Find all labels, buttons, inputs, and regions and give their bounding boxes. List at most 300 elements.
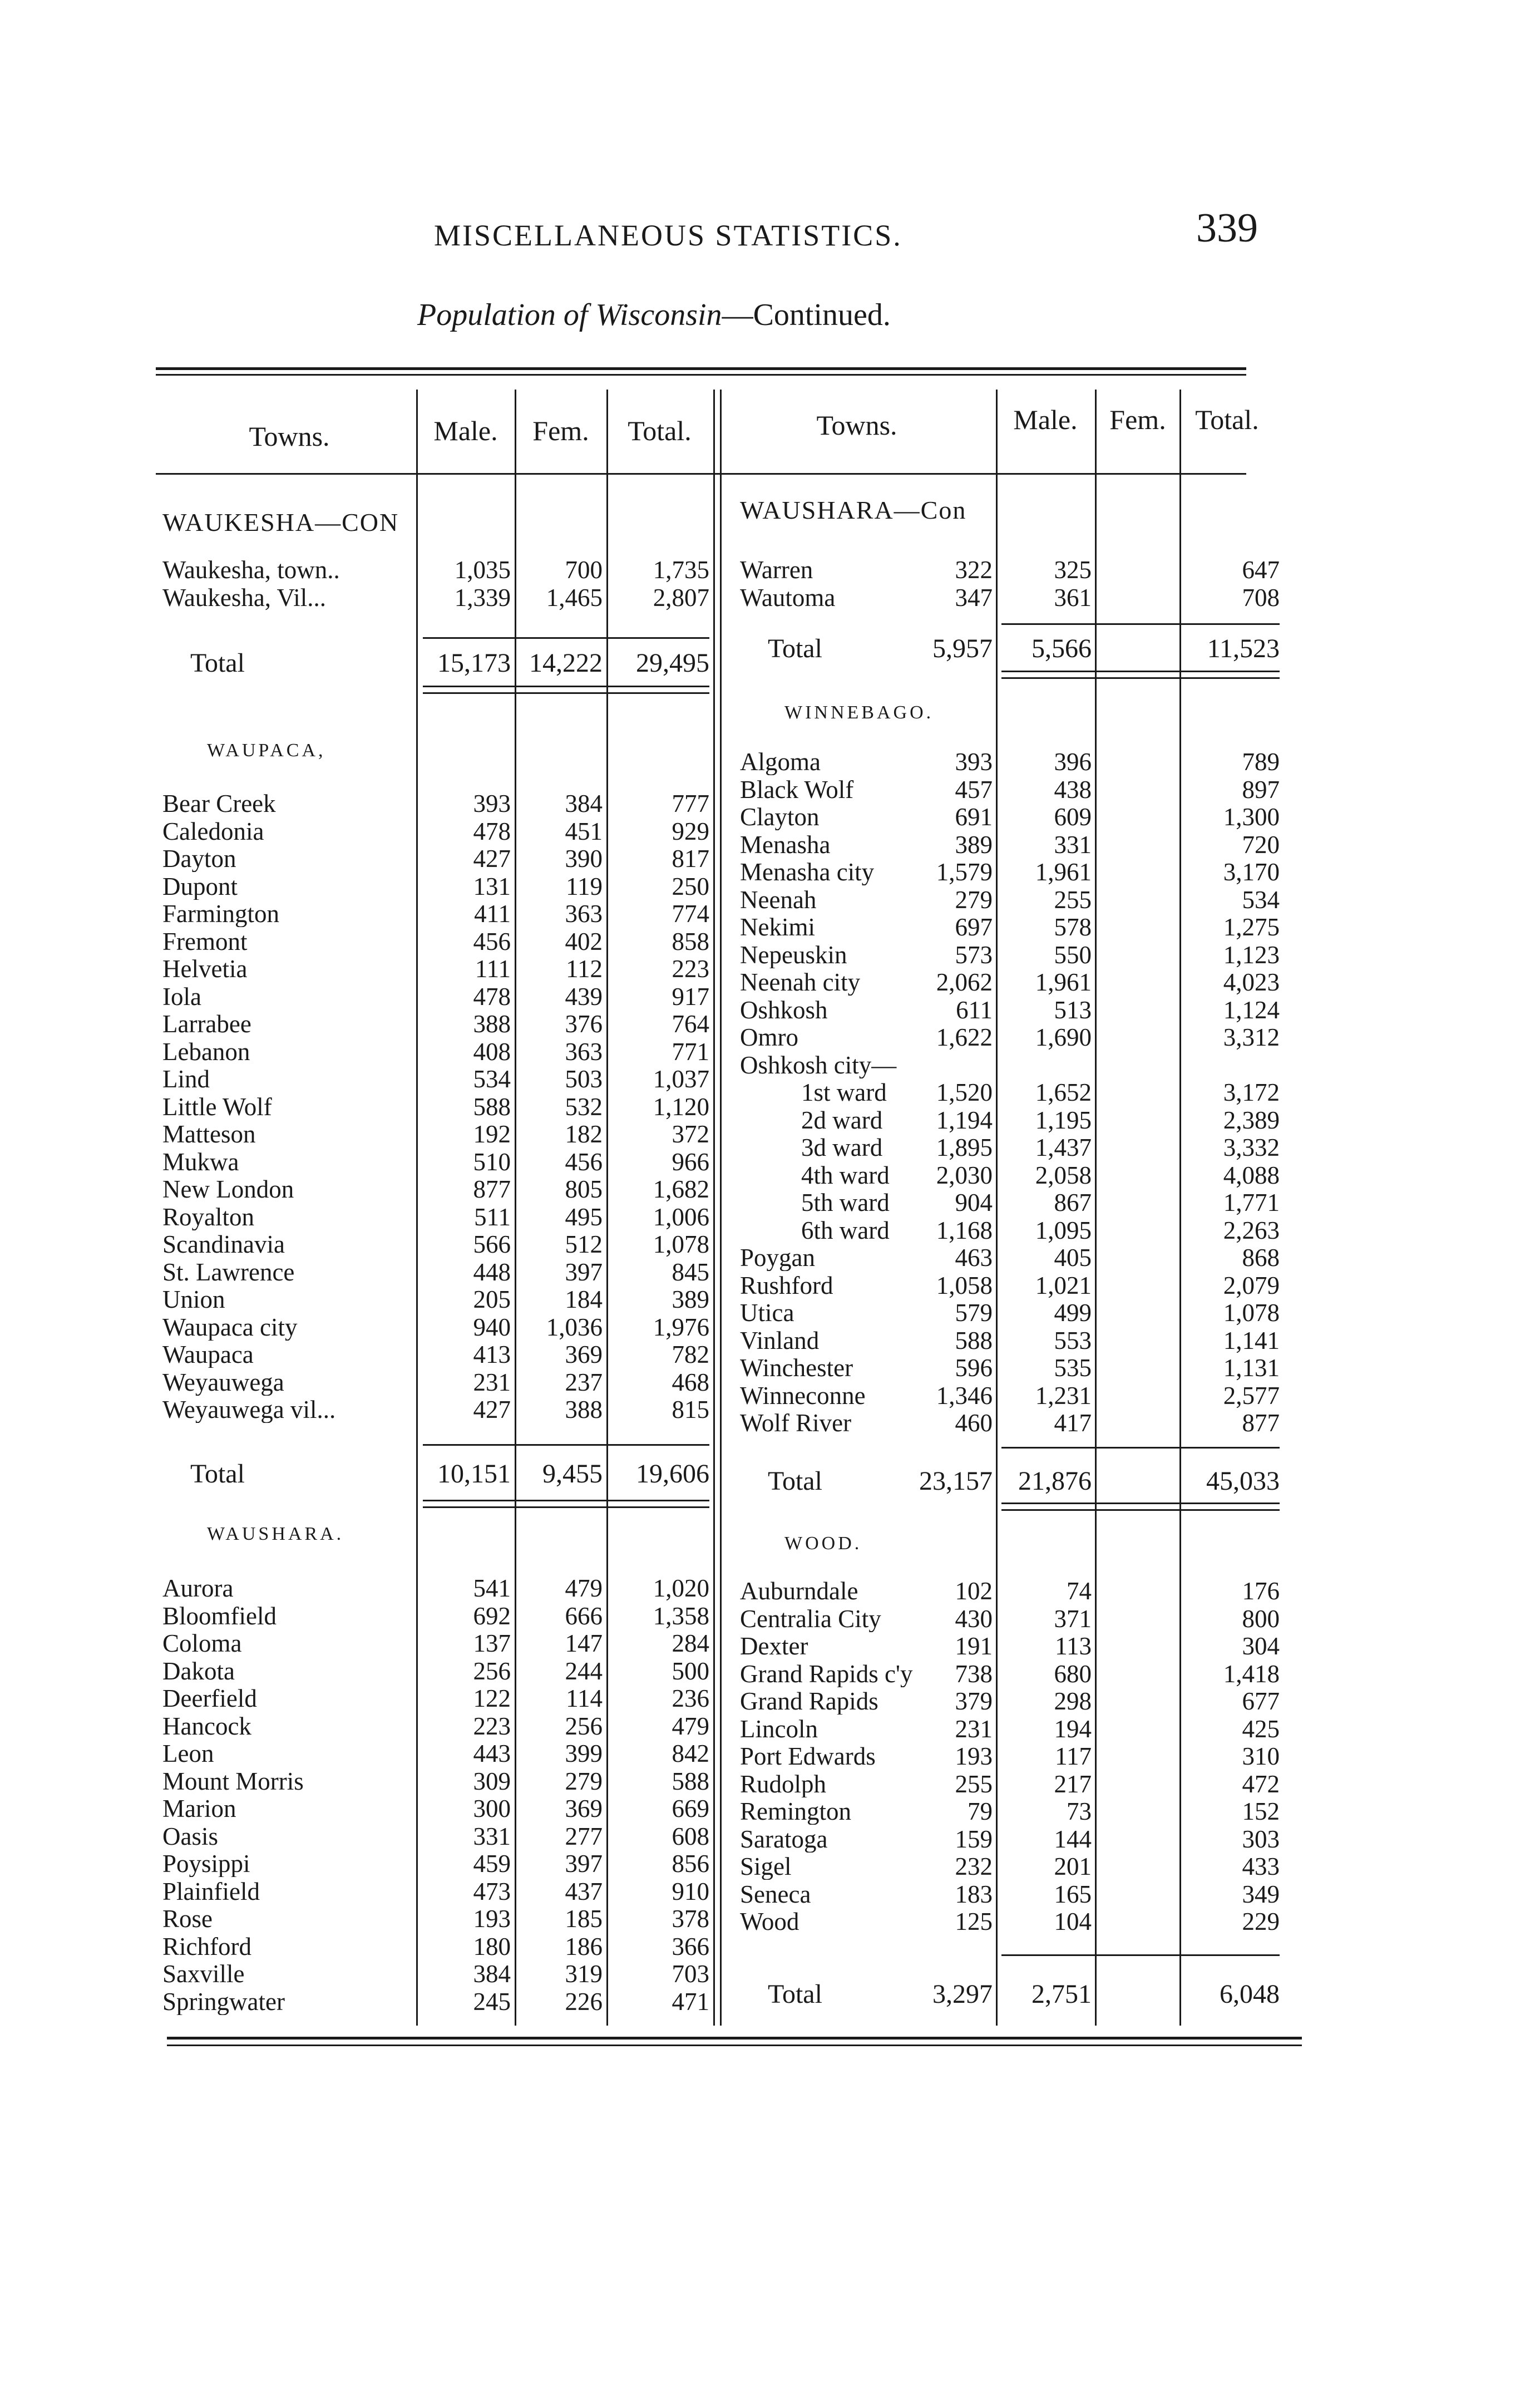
total-count: 19,606	[636, 1459, 709, 1489]
town-name: Rose	[162, 1905, 213, 1932]
female-count: 371	[1054, 1604, 1092, 1633]
male-count: 511	[474, 1203, 511, 1231]
male-count: 478	[473, 817, 511, 845]
male-count: 180	[473, 1932, 511, 1960]
total-count: 3,172	[1223, 1078, 1280, 1106]
male-count: 1,339	[454, 583, 511, 612]
total-count: 425	[1242, 1715, 1280, 1743]
table-row	[0, 1162, 1540, 1189]
total-count: 817	[672, 845, 709, 873]
male-count: 1,035	[454, 556, 511, 584]
town-name: Scandinavia	[162, 1231, 285, 1258]
total-count: 366	[672, 1932, 709, 1960]
town-name: Matteson	[162, 1121, 256, 1147]
total-label: Total	[768, 1468, 822, 1495]
male-count: 411	[474, 900, 511, 928]
male-count: 443	[473, 1740, 511, 1767]
female-count: 201	[1054, 1853, 1092, 1880]
male-count: 15,173	[437, 648, 511, 678]
town-name: Rushford	[740, 1272, 833, 1299]
female-count: 237	[565, 1368, 603, 1396]
town-name: Wautoma	[740, 584, 836, 611]
total-count: 774	[672, 900, 709, 928]
table-row	[0, 914, 1540, 940]
total-count: 677	[1242, 1687, 1280, 1715]
total-count: 3,170	[1223, 858, 1280, 886]
total-count: 479	[672, 1712, 709, 1740]
col-header-towns-right: Towns.	[816, 410, 897, 441]
total-count: 236	[672, 1684, 709, 1712]
total-count: 223	[672, 955, 709, 983]
county-heading: WAUSHARA—Con	[740, 496, 967, 524]
town-name: Waupaca	[162, 1341, 254, 1368]
town-name: Waukesha, Vil...	[162, 584, 327, 611]
female-count: 1,652	[1035, 1078, 1092, 1106]
header-rule	[156, 473, 1246, 475]
male-count: 596	[955, 1354, 993, 1382]
col-header-towns-left: Towns.	[249, 421, 330, 452]
male-count: 1,520	[936, 1078, 993, 1106]
male-count: 231	[473, 1368, 511, 1396]
town-name: Fremont	[162, 928, 248, 955]
table-row	[0, 1771, 1540, 1797]
town-name: Larrabee	[162, 1011, 251, 1037]
total-count: 1,078	[653, 1230, 709, 1258]
total-count: 708	[1242, 583, 1280, 612]
total-count: 782	[672, 1341, 709, 1368]
town-name: Dupont	[162, 873, 238, 900]
female-count: 451	[565, 817, 603, 845]
total-count: 929	[672, 817, 709, 845]
col-header-male-left: Male.	[433, 415, 498, 446]
male-count: 388	[473, 1010, 511, 1038]
total-count: 6,048	[1220, 1979, 1280, 2009]
town-name: Winchester	[740, 1354, 853, 1381]
col-header-total-right: Total.	[1195, 404, 1259, 435]
total-count: 1,976	[653, 1313, 709, 1341]
table-row	[0, 776, 1540, 803]
female-count: 1,036	[546, 1313, 603, 1341]
table-row	[0, 1217, 1540, 1244]
male-count: 413	[473, 1341, 511, 1368]
female-count: 805	[565, 1175, 603, 1203]
female-count: 147	[565, 1629, 603, 1657]
male-count: 111	[475, 955, 511, 983]
table-row	[0, 1134, 1540, 1161]
male-count: 10,151	[437, 1459, 511, 1489]
male-count: 1,346	[936, 1381, 993, 1410]
total-count: 284	[672, 1629, 709, 1657]
town-name: Winneconne	[740, 1382, 866, 1409]
male-count: 255	[955, 1770, 993, 1798]
table-row	[0, 1633, 1540, 1659]
town-name: Nepeuskin	[740, 941, 847, 968]
total-count: 4,023	[1223, 968, 1280, 996]
total-count: 868	[1242, 1244, 1280, 1272]
table-row	[0, 886, 1540, 913]
sum-rule	[1001, 1954, 1280, 1956]
col-header-fem-left: Fem.	[532, 415, 589, 446]
table-row	[0, 1853, 1540, 1880]
male-count: 205	[473, 1285, 511, 1313]
male-count: 232	[955, 1853, 993, 1880]
total-count: 669	[672, 1795, 709, 1822]
male-count: 1,622	[936, 1023, 993, 1051]
female-count: 867	[1054, 1189, 1092, 1216]
female-count: 503	[565, 1065, 603, 1093]
female-count: 512	[565, 1230, 603, 1258]
town-name: Dakota	[162, 1657, 235, 1684]
male-count: 245	[473, 1987, 511, 2016]
sum-rule	[1001, 1502, 1280, 1504]
male-count: 588	[473, 1092, 511, 1121]
total-row	[0, 1468, 1540, 1495]
top-rule-2	[156, 374, 1246, 376]
female-count: 244	[565, 1657, 603, 1685]
female-count: 144	[1054, 1825, 1092, 1853]
col-header-total-left: Total.	[628, 415, 692, 446]
town-name: Richford	[162, 1933, 251, 1960]
total-count: 471	[672, 1987, 709, 2016]
total-count: 1,123	[1223, 940, 1280, 969]
female-count: 119	[566, 872, 603, 900]
total-count: 856	[672, 1850, 709, 1878]
table-row	[0, 1107, 1540, 1134]
town-name: Wood	[740, 1908, 799, 1935]
female-count: 1,437	[1035, 1134, 1092, 1161]
male-count: 877	[473, 1175, 511, 1203]
male-count: 456	[473, 927, 511, 955]
male-count: 460	[955, 1409, 993, 1437]
female-count: 390	[565, 845, 603, 873]
female-count: 369	[565, 1341, 603, 1368]
table-row	[0, 1052, 1540, 1078]
total-count: 250	[672, 872, 709, 900]
town-name: Poygan	[740, 1244, 815, 1271]
bottom-rule-1	[167, 2037, 1302, 2040]
female-count: 182	[565, 1120, 603, 1148]
total-count: 720	[1242, 830, 1280, 859]
female-count: 113	[1055, 1632, 1092, 1660]
male-count: 393	[955, 748, 993, 776]
male-count: 566	[473, 1230, 511, 1258]
town-name: Waukesha, town..	[162, 556, 340, 583]
total-count: 897	[1242, 775, 1280, 804]
male-count: 256	[473, 1657, 511, 1685]
female-count: 2,058	[1035, 1161, 1092, 1189]
sum-rule	[1001, 623, 1280, 625]
town-name: Menasha	[740, 831, 831, 858]
town-name: Algoma	[740, 748, 821, 775]
table-row	[0, 1382, 1540, 1409]
female-count: 21,876	[1018, 1466, 1092, 1496]
town-name: 6th ward	[801, 1216, 890, 1244]
total-count: 789	[1242, 748, 1280, 776]
table-row	[0, 1578, 1540, 1604]
total-count: 472	[1242, 1770, 1280, 1798]
male-count: 193	[473, 1905, 511, 1933]
total-label: Total	[190, 1461, 245, 1487]
female-count: 513	[1054, 996, 1092, 1024]
town-name: Springwater	[162, 1988, 285, 2015]
table-row	[0, 1908, 1540, 1935]
total-count: 845	[672, 1258, 709, 1286]
table-row	[0, 1661, 1540, 1687]
town-name: Black Wolf	[740, 776, 854, 803]
female-count: 277	[565, 1822, 603, 1850]
table-row	[0, 1602, 1540, 1633]
sum-rule	[423, 692, 709, 694]
town-name: Grand Rapids	[740, 1688, 878, 1715]
total-count: 703	[672, 1960, 709, 1988]
col-header-male-right: Male.	[1013, 404, 1078, 435]
sum-rule	[423, 1500, 709, 1501]
total-count: 877	[1242, 1409, 1280, 1437]
town-name: 1st ward	[801, 1079, 887, 1106]
female-count: 5,566	[1031, 634, 1092, 663]
female-count: 499	[1054, 1299, 1092, 1327]
town-name: Omro	[740, 1024, 798, 1051]
table-row	[0, 1410, 1540, 1436]
table-row	[0, 1244, 1540, 1271]
female-count: 104	[1054, 1908, 1092, 1935]
county-heading: WAUSHARA.	[207, 1524, 344, 1544]
total-count: 2,389	[1223, 1106, 1280, 1134]
male-count: 379	[955, 1687, 993, 1715]
total-count: 842	[672, 1740, 709, 1767]
total-count: 1,300	[1223, 803, 1280, 831]
total-count: 349	[1242, 1880, 1280, 1908]
caption-italic: Population of Wisconsin	[417, 298, 722, 332]
male-count: 611	[956, 996, 993, 1024]
town-name: Caledonia	[162, 817, 264, 845]
table-row	[0, 1189, 1540, 1216]
male-count: 463	[955, 1244, 993, 1272]
town-name: Plainfield	[162, 1878, 260, 1905]
town-name: 3d ward	[801, 1134, 883, 1161]
female-count: 1,961	[1035, 858, 1092, 886]
table-row	[0, 1354, 1540, 1381]
town-name: Mukwa	[162, 1148, 239, 1175]
male-count: 2,030	[936, 1161, 993, 1189]
table-row	[0, 969, 1540, 996]
table-row	[0, 1798, 1540, 1825]
male-count: 430	[955, 1604, 993, 1633]
table-row	[0, 804, 1540, 830]
male-count: 5,957	[932, 634, 993, 663]
total-count: 1,358	[653, 1602, 709, 1630]
total-count: 771	[672, 1037, 709, 1066]
female-count: 578	[1054, 913, 1092, 941]
female-count: 396	[1054, 748, 1092, 776]
female-count: 439	[565, 982, 603, 1011]
table-row	[0, 831, 1540, 858]
male-count: 122	[473, 1684, 511, 1712]
town-name: Remington	[740, 1798, 851, 1825]
town-name: Lebanon	[162, 1038, 250, 1065]
total-count: 1,141	[1223, 1326, 1280, 1354]
male-count: 193	[955, 1742, 993, 1770]
total-count: 45,033	[1206, 1466, 1280, 1496]
female-count: 438	[1054, 775, 1092, 804]
female-count: 73	[1067, 1797, 1092, 1825]
male-count: 137	[473, 1629, 511, 1657]
female-count: 74	[1067, 1577, 1092, 1605]
female-count: 1,465	[546, 583, 603, 612]
total-count: 858	[672, 927, 709, 955]
female-count: 397	[565, 1258, 603, 1286]
male-count: 192	[473, 1120, 511, 1148]
female-count: 479	[565, 1574, 603, 1602]
female-count: 1,231	[1035, 1381, 1092, 1410]
town-name: Oshkosh	[740, 996, 828, 1023]
table-row	[0, 1079, 1540, 1106]
female-count: 700	[565, 556, 603, 584]
female-count: 495	[565, 1203, 603, 1231]
town-name: Menasha city	[740, 859, 875, 885]
female-count: 1,961	[1035, 968, 1092, 996]
male-count: 102	[955, 1577, 993, 1605]
town-name: Weyauwega	[162, 1368, 284, 1396]
town-name: Poysippi	[162, 1850, 250, 1877]
female-count: 14,222	[529, 648, 603, 678]
total-count: 4,088	[1223, 1161, 1280, 1189]
total-count: 500	[672, 1657, 709, 1685]
female-count: 1,021	[1035, 1271, 1092, 1299]
table-row	[0, 748, 1540, 775]
town-name: Rudolph	[740, 1770, 827, 1797]
total-count: 2,807	[653, 583, 709, 612]
female-count: 388	[565, 1396, 603, 1423]
female-count: 399	[565, 1740, 603, 1767]
running-title: MISCELLANEOUS STATISTICS.	[434, 219, 902, 252]
town-name: Waupaca city	[162, 1313, 298, 1341]
male-count: 1,168	[936, 1216, 993, 1244]
female-count: 319	[565, 1960, 603, 1988]
table-row	[0, 1024, 1540, 1051]
female-count: 361	[1054, 583, 1092, 612]
female-count: 114	[566, 1684, 603, 1712]
town-name: Aurora	[162, 1575, 234, 1602]
male-count: 125	[955, 1908, 993, 1935]
female-count: 456	[565, 1147, 603, 1176]
town-name: Deerfield	[162, 1685, 257, 1712]
male-count: 131	[473, 872, 511, 900]
total-count: 1,124	[1223, 996, 1280, 1024]
female-count: 1,195	[1035, 1106, 1092, 1134]
table-row	[0, 1299, 1540, 1326]
female-count: 369	[565, 1795, 603, 1822]
town-name: Saratoga	[740, 1825, 828, 1853]
male-count: 79	[968, 1797, 993, 1825]
town-name: Little Wolf	[162, 1093, 272, 1120]
town-name: Royalton	[162, 1203, 254, 1230]
table-row	[0, 1881, 1540, 1908]
total-count: 176	[1242, 1577, 1280, 1605]
total-row	[0, 636, 1540, 662]
male-count: 738	[955, 1659, 993, 1688]
female-count: 331	[1054, 830, 1092, 859]
male-count: 389	[955, 830, 993, 859]
table-row	[0, 556, 1540, 583]
total-count: 2,079	[1223, 1271, 1280, 1299]
male-count: 541	[473, 1574, 511, 1602]
town-name: Port Edwards	[740, 1743, 876, 1770]
male-count: 231	[955, 1715, 993, 1743]
town-name: Helvetia	[162, 955, 248, 982]
total-count: 1,037	[653, 1065, 709, 1093]
county-heading: WAUKESHA—CON	[162, 508, 399, 536]
total-count: 310	[1242, 1742, 1280, 1770]
total-count: 378	[672, 1905, 709, 1933]
total-count: 389	[672, 1285, 709, 1313]
total-count: 1,131	[1223, 1354, 1280, 1382]
male-count: 427	[473, 1396, 511, 1423]
female-count: 402	[565, 927, 603, 955]
female-count: 609	[1054, 803, 1092, 831]
caption-rest: —Continued.	[722, 298, 891, 332]
town-name: Neenah city	[740, 969, 861, 996]
female-count: 1,690	[1035, 1023, 1092, 1051]
female-count: 532	[565, 1092, 603, 1121]
female-count: 117	[1055, 1742, 1092, 1770]
town-name: Farmington	[162, 900, 279, 927]
town-name: St. Lawrence	[162, 1258, 295, 1285]
female-count: 550	[1054, 940, 1092, 969]
female-count: 666	[565, 1602, 603, 1630]
col-header-fem-right: Fem.	[1109, 404, 1166, 435]
total-label: Total	[768, 636, 822, 662]
total-count: 468	[672, 1368, 709, 1396]
male-count: 459	[473, 1850, 511, 1878]
town-name: Lind	[162, 1066, 210, 1092]
male-count: 309	[473, 1767, 511, 1795]
town-name: 4th ward	[801, 1161, 890, 1189]
town-name: Dexter	[740, 1633, 808, 1659]
total-count: 3,332	[1223, 1134, 1280, 1161]
town-name: New London	[162, 1176, 294, 1203]
town-name: Oasis	[162, 1822, 218, 1850]
table-row	[0, 1826, 1540, 1853]
female-count: 325	[1054, 556, 1092, 584]
total-count: 1,078	[1223, 1299, 1280, 1327]
female-count: 363	[565, 900, 603, 928]
town-name: Bear Creek	[162, 790, 276, 817]
total-count: 608	[672, 1822, 709, 1850]
sum-rule	[1001, 671, 1280, 672]
male-count: 691	[955, 803, 993, 831]
county-heading: WOOD.	[784, 1533, 862, 1554]
total-count: 1,120	[653, 1092, 709, 1121]
male-count: 473	[473, 1877, 511, 1905]
bottom-rule-2	[167, 2045, 1302, 2046]
total-count: 2,577	[1223, 1381, 1280, 1410]
male-count: 1,194	[936, 1106, 993, 1134]
sum-rule	[423, 1444, 709, 1446]
town-name: Centralia City	[740, 1605, 881, 1632]
top-rule-1	[156, 367, 1246, 370]
male-count: 331	[473, 1822, 511, 1850]
female-count: 9,455	[542, 1459, 603, 1489]
town-name: Utica	[740, 1299, 794, 1326]
male-count: 2,062	[936, 968, 993, 996]
male-count: 300	[473, 1795, 511, 1822]
female-count: 194	[1054, 1715, 1092, 1743]
total-count: 433	[1242, 1853, 1280, 1880]
male-count: 904	[955, 1189, 993, 1216]
total-count: 815	[672, 1396, 709, 1423]
female-count: 112	[566, 955, 603, 983]
